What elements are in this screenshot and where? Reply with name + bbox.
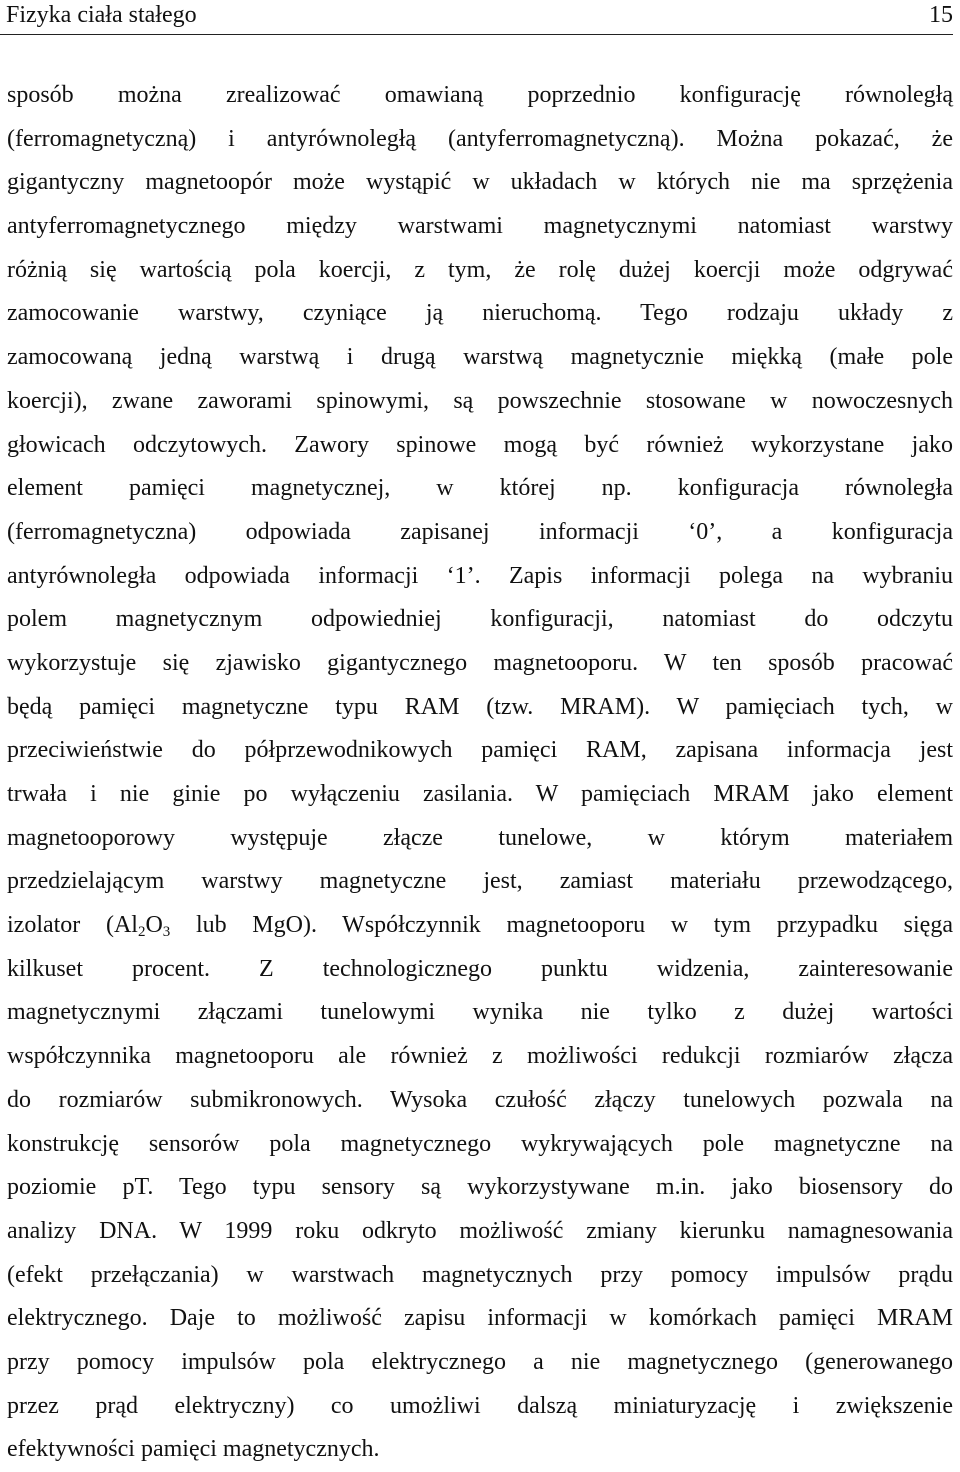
- text-line: elektrycznego. Daje to możliwość zapisu informacji w komórkach pamięci MRAM: [7, 1305, 953, 1332]
- text-line-chemical-formula: [7, 904, 953, 948]
- text-line: różnią się wartością pola koercji, z tym, że rolę dużej koercji może odgrywać: [7, 256, 953, 283]
- text-line: przy pomocy impulsów pola elektrycznego a nie magnetycznego (generowanego: [7, 1348, 953, 1375]
- text-line: zamocowanie warstwy, czyniące ją nieruchomą. Tego rodzaju układy z: [7, 300, 953, 327]
- body-paragraph: [7, 74, 953, 1472]
- text-line: analizy DNA. W 1999 roku odkryto możliwość zmiany kierunku namagnesowania: [7, 1217, 953, 1244]
- text-line: głowicach odczytowych. Zawory spinowe mogą być również wykorzystane jako: [7, 431, 953, 458]
- text-line: element pamięci magnetycznej, w której np. konfiguracja równoległa: [7, 475, 953, 502]
- subscript: 2: [137, 924, 146, 941]
- text-line: (efekt przełączania) w warstwach magnetycznych przy pomocy impulsów prądu: [7, 1261, 953, 1288]
- text-fragment: izolator (Al: [7, 912, 138, 939]
- text-line: zamocowaną jedną warstwą i drugą warstwą magnetycznie miękką (małe pole: [7, 344, 953, 371]
- text-line: polem magnetycznym odpowiedniej konfiguracji, natomiast do odczytu: [7, 606, 953, 633]
- text-line: współczynnika magnetooporu ale również z możliwości redukcji rozmiarów złącza: [7, 1043, 953, 1070]
- page-header: [0, 0, 953, 35]
- text-fragment: O: [145, 912, 163, 939]
- text-line: koercji), zwane zaworami spinowymi, są powszechnie stosowane w nowoczesnych: [7, 387, 953, 414]
- header-title: Fizyka ciała stałego: [6, 2, 197, 28]
- subscript: 3: [162, 924, 171, 941]
- text-line: (ferromagnetyczną) i antyrównoległą (antyferromagnetyczną). Można pokazać, że: [7, 125, 953, 152]
- text-line: będą pamięci magnetyczne typu RAM (tzw. MRAM). W pamięciach tych, w: [7, 693, 953, 720]
- text-line: przedzielającym warstwy magnetyczne jest, zamiast materiału przewodzącego,: [7, 868, 953, 895]
- text-line: gigantyczny magnetoopór może wystąpić w układach w których nie ma sprzężenia: [7, 169, 953, 196]
- text-line: poziomie pT. Tego typu sensory są wykorzystywane m.in. jako biosensory do: [7, 1174, 953, 1201]
- text-line: trwała i nie ginie po wyłączeniu zasilania. W pamięciach MRAM jako element: [7, 781, 953, 807]
- text-line: efektywności pamięci magnetycznych.: [7, 1436, 380, 1463]
- text-fragment: lub MgO). Współczynnik magnetooporu w tym przypadku sięga: [170, 912, 953, 939]
- text-line: konstrukcję sensorów pola magnetycznego wykrywających pole magnetyczne na: [7, 1130, 953, 1157]
- text-line: przeciwieństwie do półprzewodnikowych pamięci RAM, zapisana informacja jest: [7, 737, 953, 764]
- text-line: antyrównoległa odpowiada informacji ‘1’. Zapis informacji polega na wybraniu: [7, 562, 953, 589]
- text-line: wykorzystuje się zjawisko gigantycznego magnetooporu. W ten sposób pracować: [7, 649, 953, 676]
- text-line: magnetycznymi złączami tunelowymi wynika nie tylko z dużej wartości: [7, 999, 953, 1026]
- text-line: do rozmiarów submikronowych. Wysoka czułość złączy tunelowych pozwala na: [7, 1086, 953, 1113]
- text-line: magnetooporowy występuje złącze tunelowe, w którym materiałem: [7, 824, 953, 851]
- text-line: przez prąd elektryczny) co umożliwi dalszą miniaturyzację i zwiększenie: [7, 1392, 953, 1419]
- text-line: (ferromagnetyczna) odpowiada zapisanej informacji ‘0’, a konfiguracja: [7, 518, 953, 545]
- page-number: 15: [929, 2, 953, 28]
- text-line: antyferromagnetycznego między warstwami magnetycznymi natomiast warstwy: [7, 213, 953, 240]
- text-line: kilkuset procent. Z technologicznego punktu widzenia, zainteresowanie: [7, 955, 953, 982]
- text-line: sposób można zrealizować omawianą poprzednio konfigurację równoległą: [7, 82, 953, 108]
